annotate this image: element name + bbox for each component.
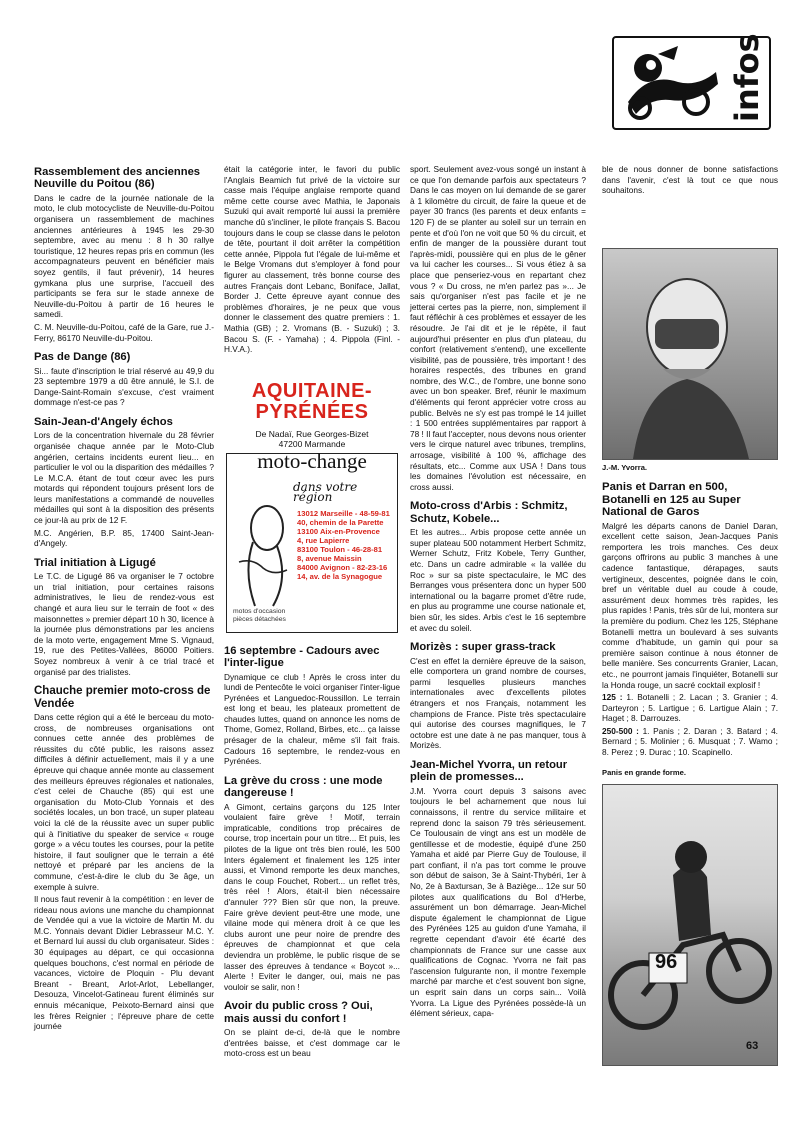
article-body: M.C. Angérien, B.P. 85, 17400 Saint-Jean-d'Angely. <box>34 527 214 549</box>
photo-caption: J.-M. Yvorra. <box>602 462 648 472</box>
article-title: Pas de Dange (86) <box>34 351 131 364</box>
article-title: Moto-cross d'Arbis : Schmitz, Schutz, Kobele... <box>410 500 568 525</box>
bike-number-plate: 96 <box>655 951 678 974</box>
article-body: Si... faute d'inscription le trial réservé au 49,9 du 23 septembre 1979 a dû être annulé, le S.I. de Dange-Saint-Romain s'excuse, c'est vraiment dommage n'est-ce pas ? <box>34 365 214 408</box>
ad-branch-line: 4, rue Lapierre <box>297 535 350 545</box>
article-body: Il nous faut revenir à la compétition : en lever de rideau nous avions une manche du championnat de Vendée qui a vue la victoire de Martin M. du M.C. Yonnais devant Didier Lebrasseur M.C. Y. et Bernard lui aussi du club organisateur. Sides : 30 équipages au départ, ce qui occasionna quelques bouchons, c'est normal en période de vacances, victoire de Ploquin - Plu devant Breant - Breant, Arlot-Arlot, Lebellanger, Desouza, Vincelot-Gatineau furent éliminés sur ennuis mécanique, Peixoto-Bernard ainsi que les frères Reignier ; l'épreuve phare de cette journée <box>34 894 214 1032</box>
article-body: était la catégorie inter, le favori du public l'Anglais Beamich fut privé de la victoire sur casse mais l'équipe anglaise remporte quand même cette course avec Mathia, le Japonais Suzuki qui avait remporté lui aussi la première manche dû s'incliner, le pilote français S. Bacou toujours dans le coup se classe dans le peloton de tête, pourtant il doit arrêter la compétition cette année, Pippola fut l'égale de lui-même et le Belge Vromans dut s'employer à fond pour figurer au classement, très bonne course des autres Français dont Lebanc, Boniface, Jallat, Border J. Cette épreuve ayant connue des problèmes d'horaires, je ne peux que vous donner le classement des quatre premiers : 1. Mathia (GB) ; 2. Vromans (B. - Suzuki) ; 3. Bacou S. (F. - Yamaha) ; 4. Pippola (Finl. - H.V.A.). <box>224 164 400 355</box>
results-label: 125 : <box>602 692 623 703</box>
ad-branch-line: 8, avenue Maissin <box>297 553 362 563</box>
article-title: Morizès : super grass-track <box>410 641 556 654</box>
column-3 <box>410 164 586 1021</box>
logo-text: infos <box>728 33 766 122</box>
article-title: Jean-Michel Yvorra, un retour plein de promesses... <box>410 758 568 784</box>
article-body: C. M. Neuville-du-Poitou, café de la Gare, rue J.-Ferry, 86170 Neuville-du-Poitou. <box>34 321 214 343</box>
motocross-rider-figure <box>603 785 778 1065</box>
ad-branch-line: 13100 Aix-en-Provence <box>297 526 380 536</box>
ad-occasion-line: pièces détachées <box>233 615 286 623</box>
article-body: sport. Seulement avez-vous songé un instant à ce que l'on demande parfois aux spectateurs ? Dans le cas moyen on lui demande de se garer à 1 kilomètre du circuit, de faire la queue et de payer 30 francs (les parents et deux enfants = 120 F) de se planter au soleil sur un terrain en pente et d'où l'on ne voit que 50 % du circuit, et enfin de manger de la poussière durant tout l'après-midi, poussière qui en plus de le gêner va lui cacher les courses... Si vous étiez à sa place que penseriez-vous en repartant chez vous ? « Du cross, ne m'en parlez pas »... Je sais qu'organiser n'est pas facile et je ne jetterai certes pas la pierre, non, simplement il faut réfléchir à ces problèmes et essayer de les résoudre. Je l'ai dit et je le répète, il faut aujourd'hui présenter en plus d'un plateau, du confort (relativement s'entend), une excellente visibilité, pas de poussière, très important ! des horaires respectés, des tribunes en grand nombre, des W.C., de l'ombre, une bonne sono avec un bon speaker. Bref, réunir le maximum d'éléments qui feront apprécier votre cross au public. Belvès ne s'y est pas trompé le 14 juillet : 1 500 entrées supplémentaires par rapport à 78 ! Il faut l'accepter, nous devons nous orienter vers le cirque naturel avec tribunes, tremplins, arrosage, visibilité à 100 %, affichage des résultats, etc... Comme aux USA ! Dans tous les domaines l'évolution est nécessaire, en cross aussi. <box>410 164 586 492</box>
rider-photo <box>602 248 778 460</box>
article-body: Dans cette région qui a été le berceau du moto-cross, de nombreuses organisations ont connues cette année des problèmes de réussites du côté public, les raisons assez difficiles à définir actuellement, mais il y a une épreuve qui chaque année monte au classement des meilleurs épreuves régionales et nationales, c'est celei de Chauche (85) qui est une organisation du Moto-Club Yonnais et des sociétés locales, un bon tracé, un super plateau voici la clé de la réussite avec un super public qui à l'initiative du speaker de service « rouge gorge » a vécu toutes les courses, pour la petite histoire, il faut souligner que le terrain a été nettoyé et préparé par les anciens de la commune, c'est-à-dire le club du 3e âge, un exemple à suivre. <box>34 712 214 892</box>
article-body: Le T.C. de Ligugé 86 va organiser le 7 octobre un trial initiation, pour certaines raisons administratives, le lieu de rendez-vous est changé et aura lieu sur le terrain de foot « des maisonnettes » premier départ 10 h 30, licence à la journée plus démonstrations par les anciens de la moto verte, engagement Mme S. Vignaud, 19, rue des Petites-Vallées, 86000 Poitiers. Soyez nombreux à venir à ce trial tracé et organisé par des trialistes. <box>34 571 214 677</box>
article-body: J.M. Yvorra court depuis 3 saisons avec toujours le bel acharnement que nous lui connaissons, il rentre du service militaire et reprend donc la saison 79 très sérieusement. Ce Toulousain de vingt ans est un modèle de gentillesse et de modestie, équipé d'une 250 Yamaha et aidé par Pierre Guy de Toulouse, il part confiant, il n'a pas tort comme le prouve son début de saison, 3e à Saint-Thybéri, 1er à No, 2e à Baxtursan, 3e à Baziège... 12e sur 50 pilotes aux qualifications du Bol d'Herbe, assurément un bon démarrage. Jean-Michel dispute également le championnat de Ligue des Pyrénées 125 au guidon d'une Yamaha, il regrette cependant d'avoir été écarté des championnats de France sur une casse aux qualifications de Cognac. Yvorra ne fait pas l'ascension fulgurante non, il montre l'exemple marché par marche et c'est souvent bon signe, un esprit sain dans un corps sain... Voilà Yvorra. La Ligue des Pyrénées possède-là un élément sérieux, capa- <box>410 785 586 1019</box>
column-4 <box>602 164 778 1066</box>
article-body: Dynamique ce club ! Après le cross inter du lundi de Pentecôte le voici organiser l'inter-ligue Pyrénées et Languedoc-Roussillon. Le terrain est long et beau, les plateaux promettent de chaudes luttes, quand on annonce les noms de Thome, Gomez, Rolland, Birbes, etc... ça laisse présager de la chaleur, même s'il fait frais. Cadours 16 septembre, le rendez-vous en Pyrénées. <box>224 671 400 767</box>
article-body: ble de nous donner de bonne satisfactions dans l'avenir, c'est là tout ce que nous souhaitons. <box>602 164 778 196</box>
ad-address-line: 47200 Marmande <box>278 438 346 449</box>
ad-branch-line: 14, av. de la Synagogue <box>297 571 383 581</box>
article-title: 16 septembre - Cadours avec l'inter-ligue <box>224 644 380 670</box>
ad-branch-line: 40, chemin de la Parette <box>297 517 384 527</box>
article-body: Malgré les départs canons de Daniel Daran, excellent cette saison, Jean-Jacques Panis remportera les trois manches. Ces deux garçons offrirons au public 3 manches à une cadence fantastique, dérapages, sauts vertigineux, descentes, poignée dans le coin, bref un véritable duel au coude à coude, assurément deux hommes très rapides, les plus rapides ! Panis, très sûr de lui, montera sur la première du podium. Chez les 125, Stéphane Botanelli mettra un boulevard à ses suivants comme d'habitude, un gamin qui pour sa première saison continue à nous étonner de belle manière. Ses concurrents Granier, Lacan, etc., ne pourront jamais l'inquiéter, Botanelli sur la Honda rouge, un sacré cocktail explosif ! <box>602 520 778 690</box>
ad-address-line: De Nadaï, Rue Georges-Bizet <box>255 428 369 439</box>
results-text: 1. Botanelli ; 2. Lacan ; 3. Granier ; 4. Darteyron ; 5. Lartigue ; 6. Lartigue Alain ; 7. Haget ; 8. Darrouzes. <box>602 692 778 724</box>
article-title: Rassemblement des anciennes Neuville du Poitou (86) <box>34 166 201 191</box>
ad-brand: moto-change <box>257 448 367 473</box>
rider-helmet-figure <box>603 249 778 459</box>
article-title: La grève du cross : une mode dangereuse ! <box>224 774 383 800</box>
results-text: 1. Panis ; 2. Daran ; 3. Batard ; 4. Bernard ; 5. Molinier ; 6. Musquat ; 7. Wamo ; 8. Perez ; 9. Durac ; 10. Scapinello. <box>602 725 778 758</box>
article-body: Dans le cadre de la journée nationale de la moto, le club motocycliste de Neuville-du-Poitou organisera un rassemblement de machines anciennes antérieures à 1945 les 29-30 septembre, avec au menu : 8 h 30 rallye touristique, 12 heures repas pris en commun (les accompagnateurs peuvent en bénéficier mais soyez gentils, il faut prévenir), 14 heures gymkana plus une surprise, l'accueil des participants se fera sur le stade annexe de Neuville-du-Poitou à partir de 16 heures le samedi. <box>34 192 214 320</box>
article-title: Chauche premier moto-cross de Vendée <box>34 685 211 710</box>
ad-occasion-line: motos d'occasion <box>233 607 286 615</box>
motorcycle-sketch-icon <box>233 502 293 612</box>
infos-logo <box>612 33 771 130</box>
results-125 <box>602 692 778 724</box>
ad-tagline: dans votre région <box>293 479 358 505</box>
ad-box <box>226 448 398 633</box>
results-500 <box>602 726 778 758</box>
photo-caption: Panis en grande forme. <box>602 767 686 777</box>
ad-branch-line: 83100 Toulon - 46-28-81 <box>297 544 383 554</box>
article-title: Trial initiation à Ligugé <box>34 556 156 569</box>
ad-region-line: AQUITAINE- <box>251 379 373 402</box>
ad-region-title <box>224 381 400 423</box>
ad-occasion <box>233 608 286 624</box>
ad-region-line: PYRÉNÉES <box>255 400 369 423</box>
article-body: Et les autres... Arbis propose cette année un super plateau 500 notamment Herbert Schmitz, Werner Schutz, Fritz Kobele, Terry Gunther, etc. Dans un cadre admirable « la vallée du Roc » sur sa piste spectaculaire, le MC des Berranges vous présentera donc un hyper 500 international ou la bagarre promet d'être rude, en plus au programme une course nationale et, bien sûr, les sides. Arbis c'est le 16 septembre et avec du soleil. <box>410 527 586 633</box>
article-title: Sain-Jean-d'Angely échos <box>34 415 173 428</box>
article-body: C'est en effet la dernière épreuve de la saison, elle comportera un grand nombre de courses, parmi lesquelles plusieurs manches internationales avec d'excellents pilotes étrangers et nos Français, notamment les champions de France. Piste très spectaculaire qui autorise des courses magnifiques, le 7 octobre est une date à ne pas manquer, tous à Morizès. <box>410 655 586 751</box>
article-body: On se plaint de-ci, de-là que le nombre d'entrées baisse, et c'est dommage car le moto-cross est un beau <box>224 1027 400 1059</box>
ad-branch-line: 13012 Marseille - 48-59-81 <box>297 508 390 518</box>
article-body: A Gimont, certains garçons du 125 Inter voulaient faire grève ! Motif, terrain impraticable, conditions trop précaires de course, trop incertain pour un titre... Et puis, les pilotes de la ligue ont très bien roulé, les 500 Inters également et finalement les 125 inter aussi, et Vimond remporte les deux manches, dans le coup Fouchet, Robert... un reflet très, très réel ! Alors, était-il bien nécessaire d'annuler ??? Bien sûr que non, la preuve. Faire grève devient peut-être une mode, une vilaine mode qui mènera droit à ce que les clubs auront une peur noire de prendre des épreuves de championnat et que cela deviendra un problème, le public risque de se lasser des épreuves à tendance « Boycot »... Alerte ! Eviter le danger, oui, mais ne pas vouloir se salir, non ! <box>224 801 400 992</box>
results-label: 250-500 : <box>602 725 639 736</box>
article-title: Avoir du public cross ? Oui, mais aussi du confort ! <box>224 1000 373 1025</box>
motocross-photo <box>602 784 778 1066</box>
page-number: 63 <box>746 1040 759 1052</box>
column-2 <box>224 164 400 1061</box>
article-title: Panis et Darran en 500, Botanelli en 125 au Super National de Garos <box>602 481 741 519</box>
moto-change-ad <box>224 381 400 633</box>
column-1 <box>34 166 214 1034</box>
ad-branch-line: 84000 Avignon - 82-23-16 <box>297 562 388 572</box>
ad-address <box>224 429 400 449</box>
article-body: Lors de la concentration hivernale du 28 février organisée chaque année par le Moto-Club angérien, certains incidents eurent lieu... en particulier le vol ou la disparition des médailles ? Le M.C.A. étant de tout cœur avec les purs motards qui répondent toujours présent lors de leurs manifestations a commandé de nouvelles médailles qui sont à la disposition des présents ce jour-là au prix de 12 F. <box>34 430 214 526</box>
rider-mascot-icon <box>618 42 722 122</box>
